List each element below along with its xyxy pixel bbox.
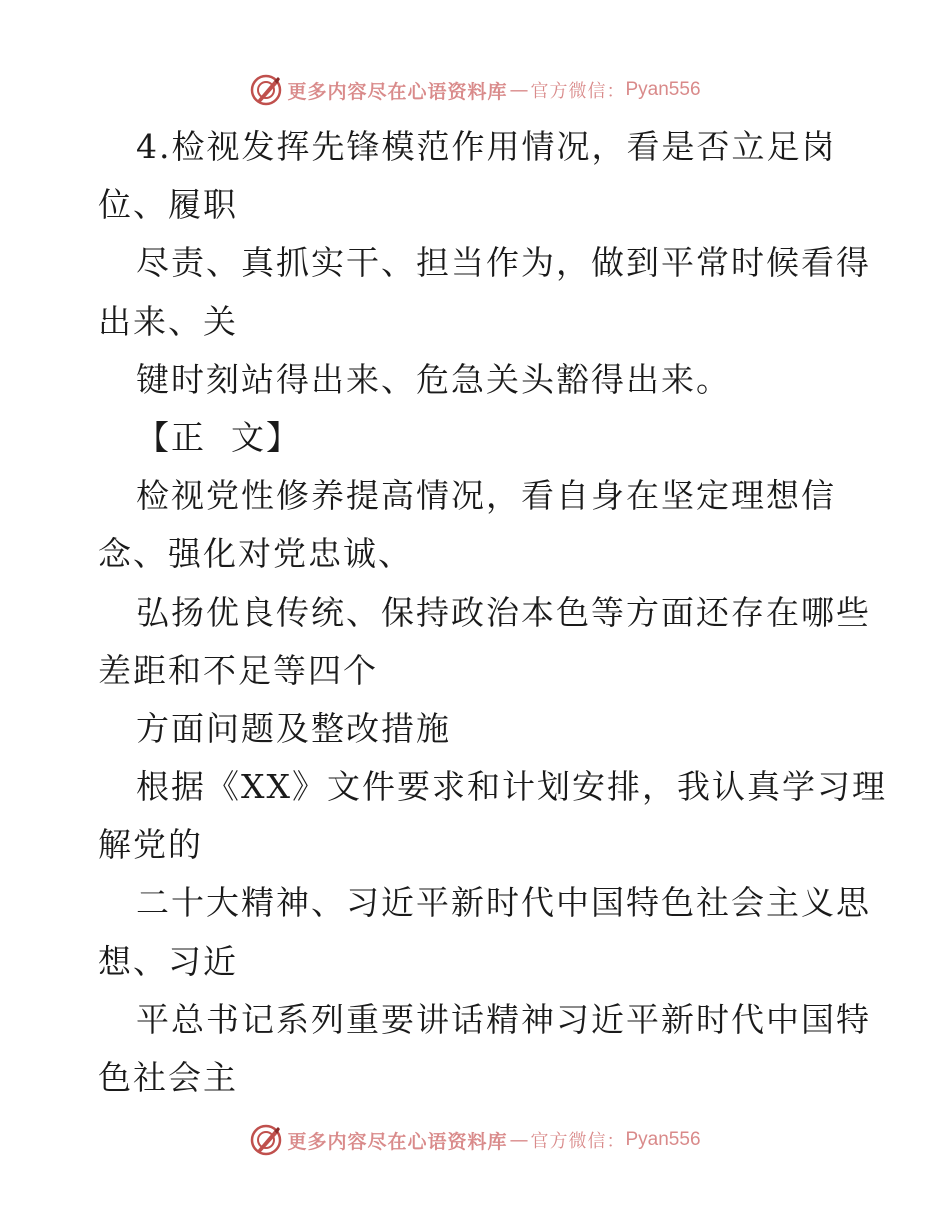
body-line: 念、强化对党忠诚、 [98, 534, 413, 574]
body-line: 二十大精神、习近平新时代中国特色社会主义思 [136, 883, 871, 923]
footer-wechat-label: 官方微信： [530, 1131, 626, 1152]
body-line: 色社会主 [98, 1058, 238, 1097]
document-body [98, 118, 887, 1107]
footer-wechat-handle: Pyan556 [625, 1129, 701, 1150]
body-line: 4.检视发挥先锋模范作用情况，看是否立足岗 [136, 127, 837, 166]
body-line: 解党的 [98, 825, 203, 865]
header-wechat-handle: Pyan556 [625, 79, 701, 100]
pen-logo-icon [249, 73, 283, 107]
header-banner [0, 70, 950, 110]
body-line: 尽责、真抓实干、担当作为，做到平常时候看得 [136, 243, 871, 283]
header-wechat-label: 官方微信： [530, 81, 626, 102]
footer-dash: — [509, 1129, 529, 1151]
section-heading: 【正 文】 [136, 417, 301, 457]
footer-banner [0, 1120, 950, 1160]
body-line: 出来、关 [98, 301, 238, 341]
body-line: 方面问题及整改措施 [136, 708, 451, 748]
body-line: 位、履职 [98, 185, 238, 225]
pen-logo-icon [249, 1123, 283, 1157]
footer-title: 更多内容尽在心语资料库 [287, 1130, 508, 1153]
body-line: 键时刻站得出来、危急关头豁得出来。 [136, 359, 731, 399]
body-line: 弘扬优良传统、保持政治本色等方面还存在哪些 [136, 592, 871, 632]
body-line: 平总书记系列重要讲话精神习近平新时代中国特 [136, 999, 871, 1039]
body-line: 差距和不足等四个 [98, 650, 378, 690]
header-title: 更多内容尽在心语资料库 [287, 80, 508, 103]
body-line: 想、习近 [98, 941, 238, 981]
body-line: 检视党性修养提高情况，看自身在坚定理想信 [136, 476, 836, 516]
body-line: 根据《XX》文件要求和计划安排，我认真学习理 [136, 767, 887, 807]
header-dash: — [509, 79, 529, 101]
